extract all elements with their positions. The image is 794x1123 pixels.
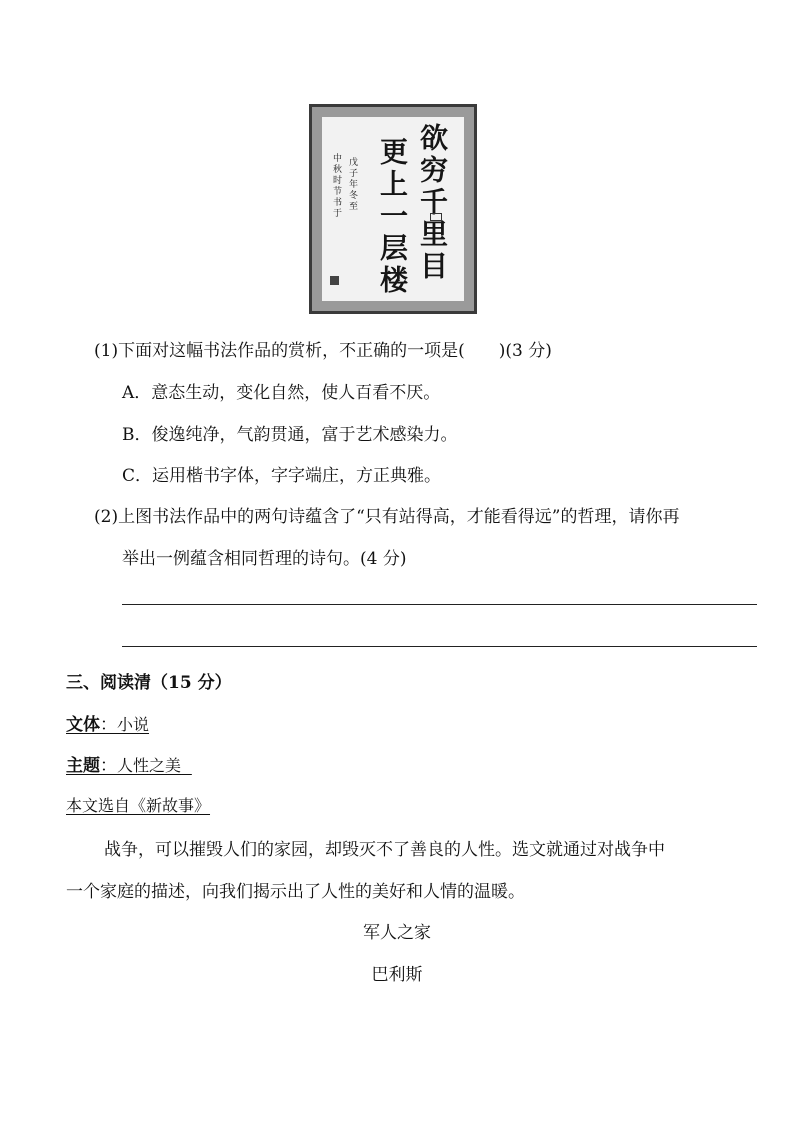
genre-value: 小说 xyxy=(117,715,150,734)
genre-sep: ： xyxy=(100,715,117,735)
theme-line xyxy=(66,751,192,776)
question-2-stem-line1: (2)上图书法作品中的两句诗蕴含了“只有站得高，才能看得远”的哲理，请你再 xyxy=(94,507,680,527)
genre-line xyxy=(66,710,149,735)
question-1-option-c: C．运用楷书字体，字字端庄，方正典雅。 xyxy=(122,466,442,486)
inscription-1: 戊子年冬至 xyxy=(347,157,357,212)
intro-line-2: 一个家庭的描述，向我们揭示出了人性的美好和人情的温暖。 xyxy=(66,882,525,902)
genre-label: 文体 xyxy=(66,715,100,735)
inscription-2: 中秋时节书于 xyxy=(331,153,341,219)
answer-line-2[interactable] xyxy=(122,646,757,647)
seal-mark xyxy=(430,213,442,221)
calligraphy-artwork xyxy=(309,104,477,314)
theme-sep: ： xyxy=(100,756,117,776)
poem-line-1: 欲穷千里目 xyxy=(416,123,449,283)
answer-line-1[interactable] xyxy=(122,604,757,605)
story-title: 军人之家 xyxy=(363,923,431,943)
source-line: 本文选自《新故事》 xyxy=(66,796,211,815)
intro-line-1: 战争，可以摧毁人们的家园，却毁灭不了善良的人性。选文就通过对战争中 xyxy=(104,840,665,860)
question-1-option-b: B．俊逸纯净，气韵贯通，富于艺术感染力。 xyxy=(122,425,458,445)
theme-value: 人性之美 xyxy=(117,756,182,775)
poem-line-2: 更上一层楼 xyxy=(376,137,409,297)
story-author: 巴利斯 xyxy=(371,965,423,985)
section-3-heading: 三、阅读清（15 分） xyxy=(66,673,232,693)
seal-stamp xyxy=(330,276,339,285)
question-1-option-a: A．意态生动，变化自然，使人百看不厌。 xyxy=(122,383,441,403)
question-1-stem: (1)下面对这幅书法作品的赏析，不正确的一项是( )(3 分) xyxy=(94,341,552,361)
artwork-paper xyxy=(322,117,464,301)
question-2-stem-line2: 举出一例蕴含相同哲理的诗句。(4 分) xyxy=(122,549,407,569)
theme-label: 主题 xyxy=(66,756,100,776)
